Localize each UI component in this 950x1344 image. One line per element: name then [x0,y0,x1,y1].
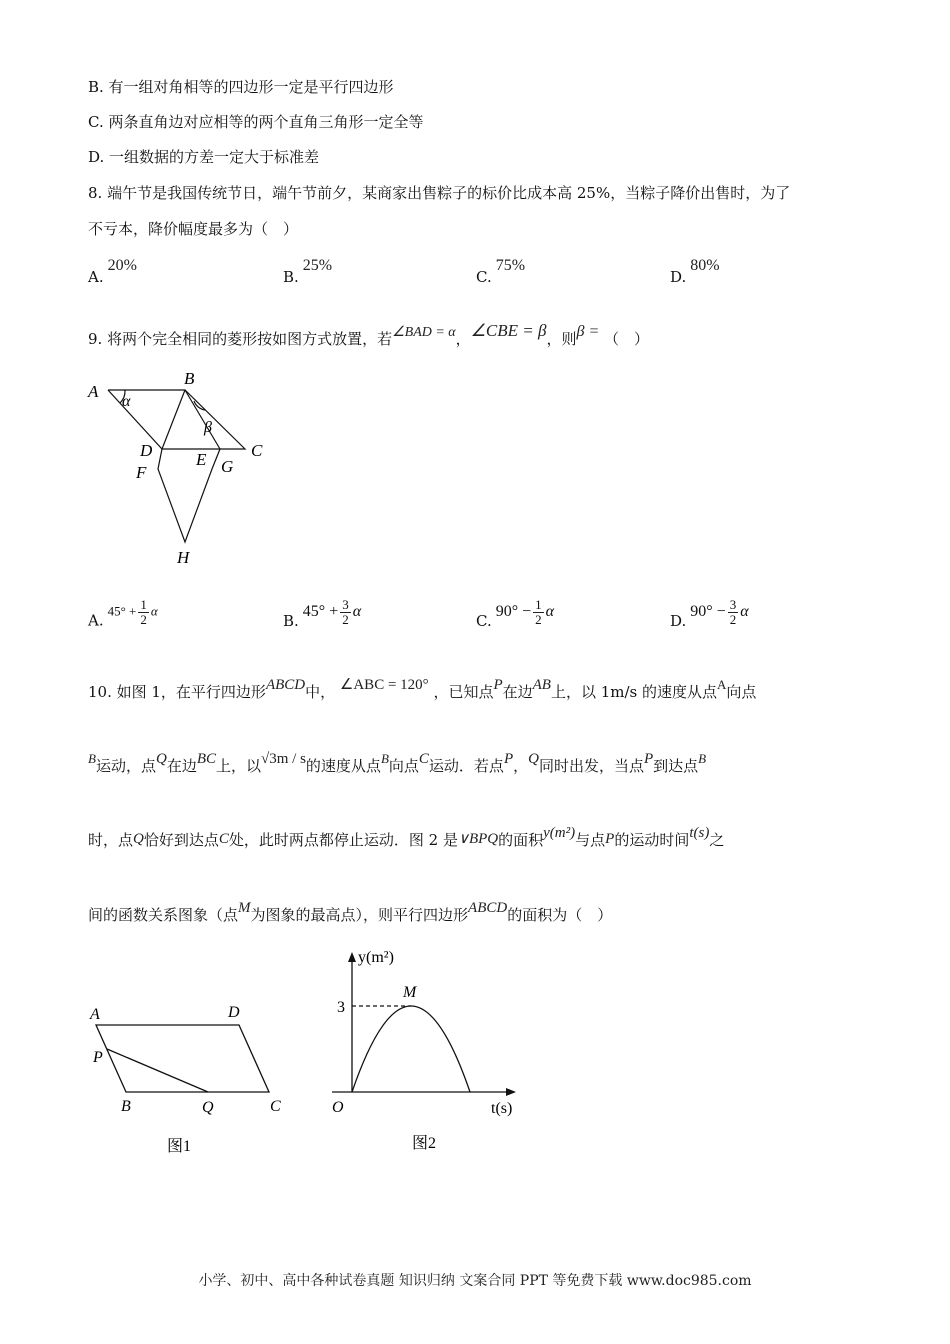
label-d: D [140,441,153,460]
fig1-label-p: P [93,1049,103,1066]
page-footer: 小学、初中、高中各种试卷真题 知识归纳 文案合同 PPT 等免费下载 www.doc985.com [198,1273,752,1289]
fig1-label-b: B [121,1098,131,1115]
x-axis-arrow [506,1088,516,1096]
label-a: A [88,382,99,401]
q10-stem-line3: 时，点Q恰好到达点C处，此时两点都停止运动．图 2 是∨BPQ的面积y(m²)与点P的运动时间t(s)之 [88,825,725,849]
q8-option-c: C.75% [476,257,526,286]
fig2-caption: 图2 [412,1135,437,1152]
fig1-label-q: Q [202,1099,214,1116]
q8-stem-line1: 8. 端午节是我国传统节日，端午节前夕，某商家出售粽子的标价比成本高 25%，当粽子降价出售时，为了 [88,184,791,202]
q9-condition-cbe: ∠CBE = β [470,321,547,340]
q8-option-d: D.80% [670,257,720,286]
q7-option-b: B. 有一组对角相等的四边形一定是平行四边形 [88,78,394,96]
q10-figure2-graph [320,940,530,1160]
area-curve [352,1006,470,1092]
q10-stem-line2: B运动，点Q在边BC上，以√3m / s的速度从点B向点C运动．若点P，Q同时出发，当点P到达点B [88,751,707,775]
fig1-label-d: D [228,1004,240,1021]
q8-option-b: B.25% [283,257,333,286]
peak-label-m: M [403,984,417,1001]
q7-option-d: D. 一组数据的方差一定大于标准差 [88,148,320,166]
label-f: F [136,463,147,482]
q9-rhombus-figure [80,366,280,571]
x-axis-label: t(s) [491,1100,513,1117]
segment-pq [107,1049,208,1092]
q8-option-a: A.20% [88,257,137,286]
label-beta: β [204,419,212,436]
q9-condition-bad: ∠BAD = α [392,325,456,340]
fig1-label-a: A [90,1006,100,1023]
origin-label: O [332,1099,344,1116]
fig1-caption: 图1 [167,1138,192,1155]
peak-value-label: 3 [337,999,345,1016]
q8-stem-line2: 不亏本，降价幅度最多为（ ） [88,220,299,238]
label-e: E [196,450,207,469]
label-h: H [177,548,190,567]
q10-stem-line1: 10. 如图 1，在平行四边形ABCD中， ∠ABC = 120° ，已知点P在边AB上，以 1m/s 的速度从点A向点 [88,677,757,701]
q9-option-d: D.90° − $\frac{3}{2}$ α [670,597,749,631]
label-g: G [221,457,234,476]
q7-option-c: C. 两条直角边对应相等的两个直角三角形一定全等 [88,113,424,131]
y-axis-label: y(m²) [358,949,394,966]
label-c: C [251,441,263,460]
q9-option-b: B.45° + $\frac{3}{2}$ α [283,597,362,631]
q10-stem-line4: 间的函数关系图象（点M为图象的最高点），则平行四边形ABCD的面积为（ ） [88,900,613,924]
fig1-label-c: C [270,1098,281,1115]
q9-stem: 9. 将两个完全相同的菱形按如图方式放置，若∠BAD = α，∠CBE = β，则β = （ ） [88,321,650,348]
q9-option-c: C.90° − $\frac{1}{2}$ α [476,597,555,631]
y-axis-arrow [348,952,356,962]
q10-figure1-parallelogram [80,995,300,1160]
rhombus-bfhg-sides [158,390,220,542]
label-b: B [184,369,195,388]
parallelogram-abcd [96,1025,269,1092]
label-alpha: α [122,393,131,410]
q9-option-a: A.45° + $\frac{1}{2}$ α [88,597,158,630]
